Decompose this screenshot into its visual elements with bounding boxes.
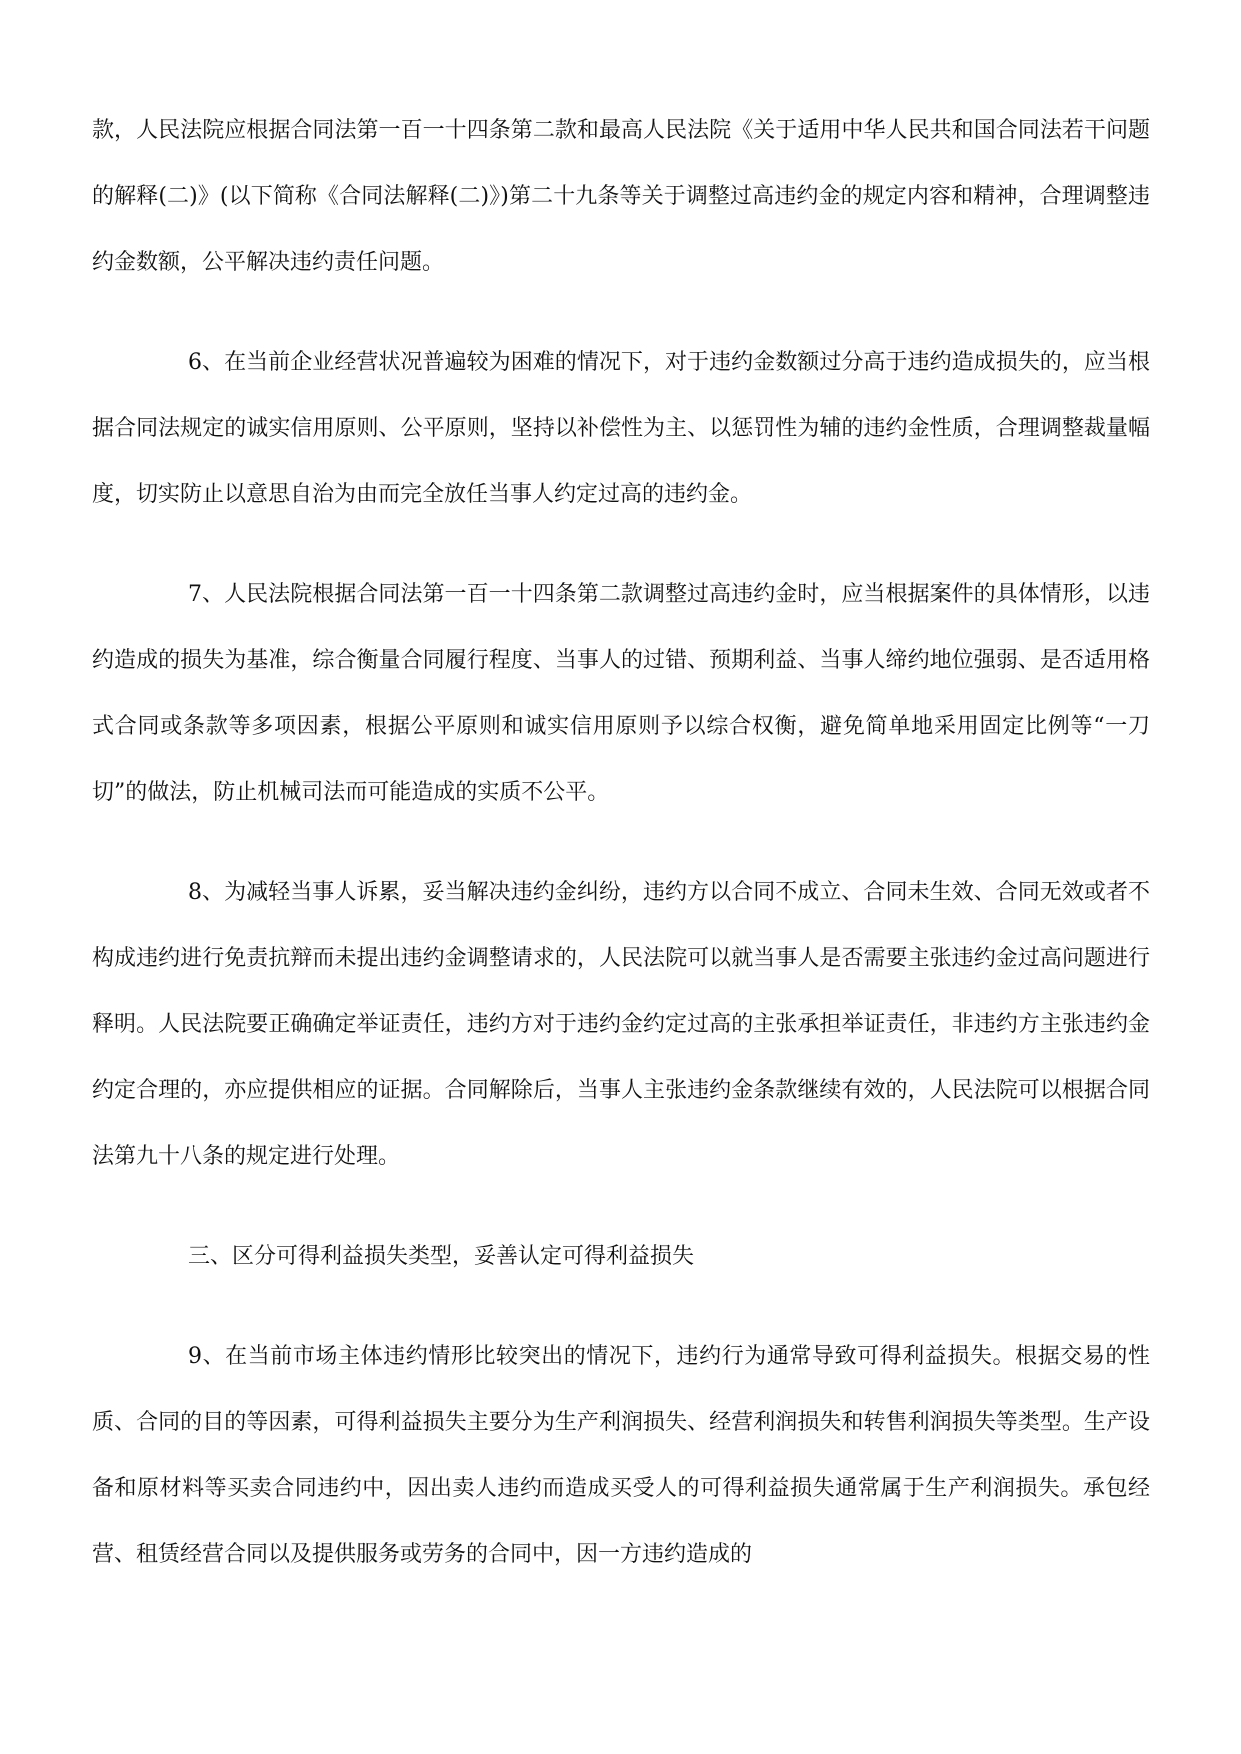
section-heading-3: 三、区分可得利益损失类型，妥善认定可得利益损失 bbox=[188, 1244, 695, 1269]
paragraph-item-9: 9、在当前市场主体违约情形比较突出的情况下，违约行为通常导致可得利益损失。根据交易的性质、合同的目的等因素，可得利益损失主要分为生产利润损失、经营利润损失和转售利润损失等类型。生产设备和原材料等买卖合同违约中，因出卖人违约而造成买受人的可得利益损失通常属于生产利润损失。承包经营、租赁经营合同以及提供服务或劳务的合同中，因一方违约造成的 bbox=[92, 1344, 1150, 1567]
document-page bbox=[92, 98, 1150, 1622]
paragraph-item-8: 8、为减轻当事人诉累，妥当解决违约金纠纷，违约方以合同不成立、合同未生效、合同无效或者不构成违约进行免责抗辩而未提出违约金调整请求的，人民法院可以就当事人是否需要主张违约金过高问题进行释明。人民法院要正确确定举证责任，违约方对于违约金约定过高的主张承担举证责任，非违约方主张违约金约定合理的，亦应提供相应的证据。合同解除后，当事人主张违约金条款继续有效的，人民法院可以根据合同法第九十八条的规定进行处理。 bbox=[92, 880, 1150, 1169]
paragraph-item-6: 6、在当前企业经营状况普遍较为困难的情况下，对于违约金数额过分高于违约造成损失的，应当根据合同法规定的诚实信用原则、公平原则，坚持以补偿性为主、以惩罚性为辅的违约金性质，合理调整裁量幅度，切实防止以意思自治为由而完全放任当事人约定过高的违约金。 bbox=[92, 350, 1150, 507]
paragraph-item-7: 7、人民法院根据合同法第一百一十四条第二款调整过高违约金时，应当根据案件的具体情形，以违约造成的损失为基准，综合衡量合同履行程度、当事人的过错、预期利益、当事人缔约地位强弱、是否适用格式合同或条款等多项因素，根据公平原则和诚实信用原则予以综合权衡，避免简单地采用固定比例等“一刀切”的做法，防止机械司法而可能造成的实质不公平。 bbox=[92, 582, 1150, 805]
paragraph-continuation: 款，人民法院应根据合同法第一百一十四条第二款和最高人民法院《关于适用中华人民共和国合同法若干问题的解释(二)》(以下简称《合同法解释(二)》)第二十九条等关于调整过高违约金的规定内容和精神，合理调整违约金数额，公平解决违约责任问题。 bbox=[92, 118, 1150, 275]
